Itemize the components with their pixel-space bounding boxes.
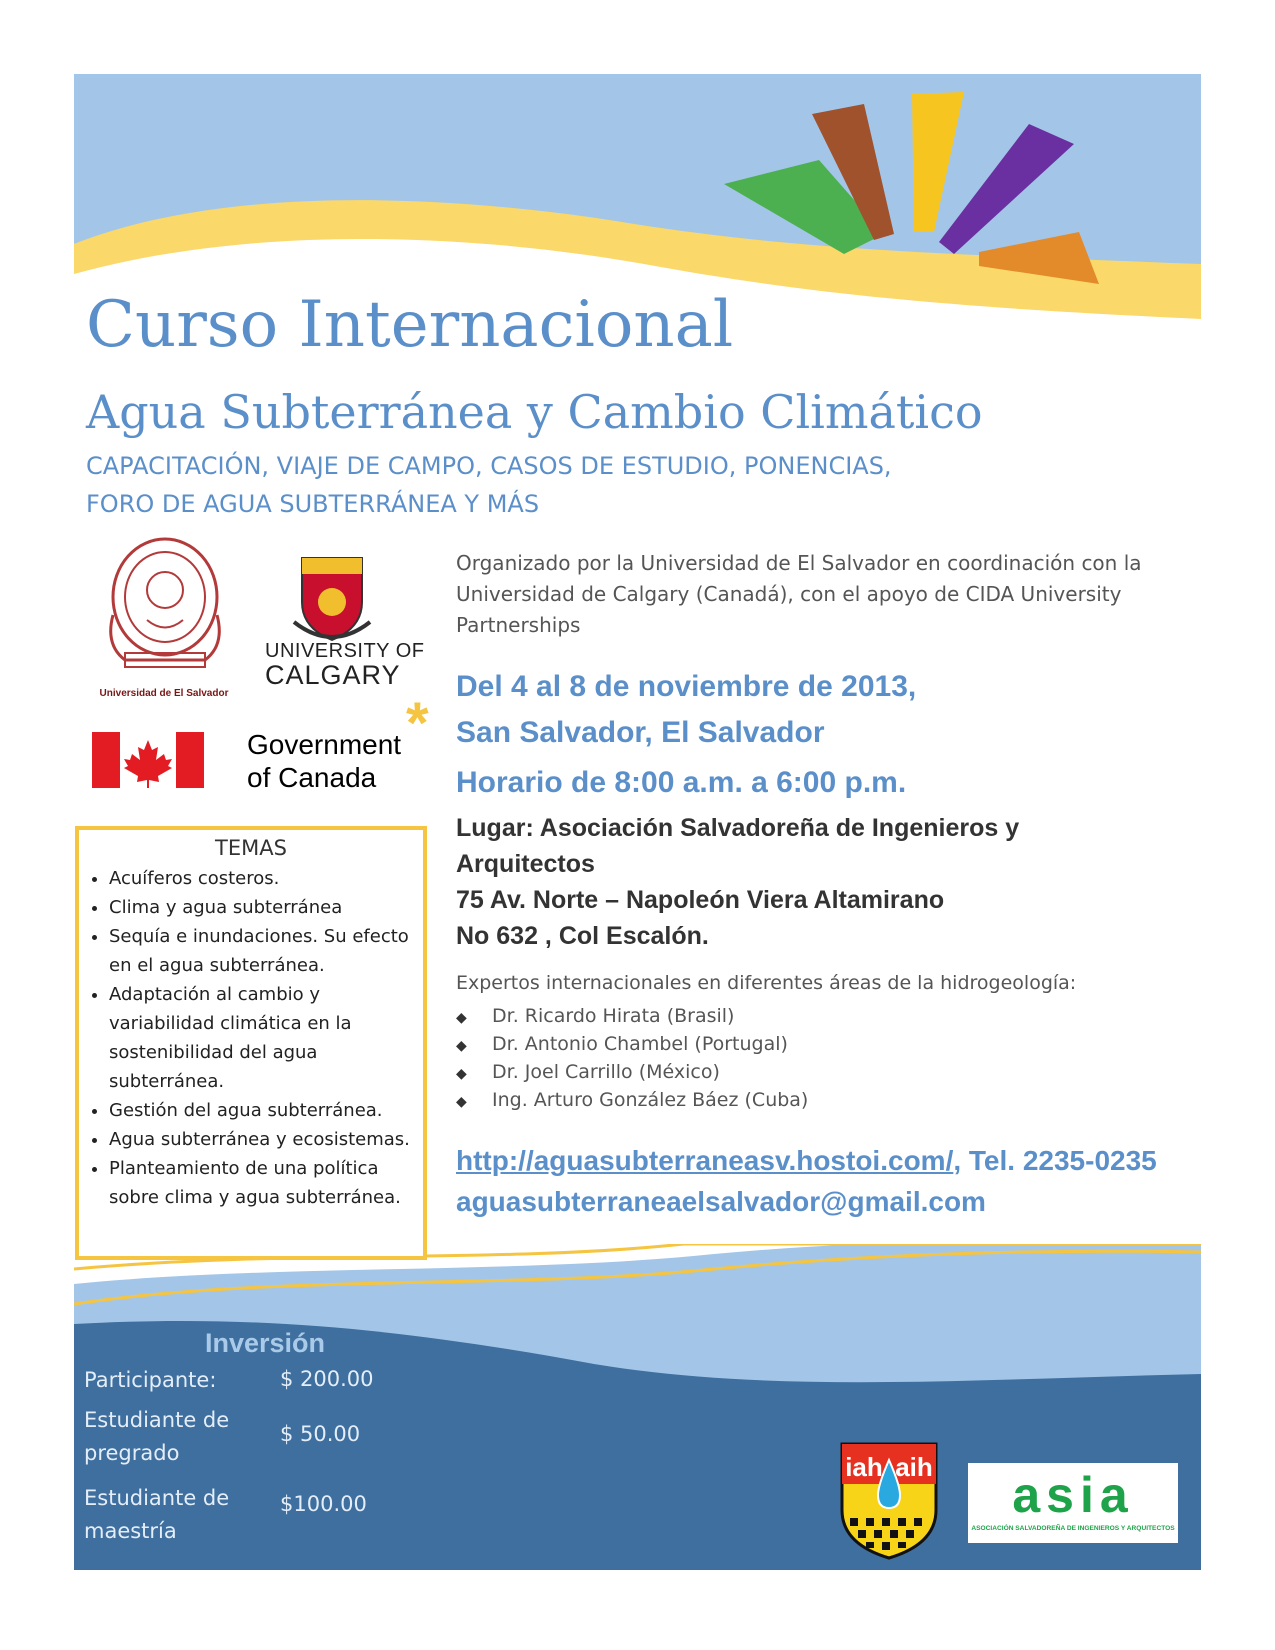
list-item: • Gestión del agua subterránea. bbox=[109, 1096, 423, 1125]
list-item: ◆ Ing. Arturo González Báez (Cuba) bbox=[456, 1086, 808, 1114]
tagline-line-2: FORO DE AGUA SUBTERRÁNEA Y MÁS bbox=[86, 490, 540, 518]
diamond-bullet-icon: ◆ bbox=[456, 1010, 467, 1026]
asia-wordmark: asia bbox=[1012, 1467, 1134, 1523]
event-dates: Del 4 al 8 de noviembre de 2013, bbox=[456, 670, 917, 703]
list-item: • Acuíferos costeros. bbox=[109, 864, 423, 893]
iah-aih-logo bbox=[838, 1440, 940, 1562]
list-item: • Adaptación al cambio y variabilidad climática en la sostenibilidad del agua subterránea. bbox=[109, 980, 423, 1096]
venue-line-1: Lugar: Asociación Salvadoreña de Ingenieros y bbox=[456, 814, 1020, 842]
iah-right-text: aih bbox=[895, 1452, 933, 1482]
diamond-bullet-icon: ◆ bbox=[456, 1038, 467, 1054]
ucalgary-name-line-1: UNIVERSITY OF bbox=[265, 640, 425, 662]
page-subtitle: Agua Subterránea y Cambio Climático bbox=[86, 385, 983, 439]
page-title: Curso Internacional bbox=[86, 288, 734, 362]
asia-logo bbox=[968, 1463, 1178, 1543]
ues-caption: Universidad de El Salvador bbox=[99, 688, 229, 699]
list-item: ◆ Dr. Antonio Chambel (Portugal) bbox=[456, 1030, 808, 1058]
ucalgary-name-line-2: CALGARY bbox=[265, 660, 401, 690]
price-label-pregrado: Estudiante de pregrado bbox=[84, 1408, 230, 1465]
government-line-1: Government bbox=[247, 729, 402, 760]
tagline-line-1: CAPACITACIÓN, VIAJE DE CAMPO, CASOS DE ESTUDIO, PONENCIAS, bbox=[86, 452, 892, 480]
diamond-bullet-icon: ◆ bbox=[456, 1094, 467, 1110]
asterisk-mark: * bbox=[406, 691, 429, 756]
temas-title: TEMAS bbox=[215, 836, 287, 860]
organizer-text: Organizado por la Universidad de El Salvador en coordinación con la Universidad de Calgary (Canadá), con el apoyo de CIDA University Partnerships bbox=[456, 551, 1142, 637]
price-value-maestria: $100.00 bbox=[280, 1492, 367, 1516]
ues-seal-logo bbox=[95, 535, 235, 703]
list-item: • Clima y agua subterránea bbox=[109, 893, 423, 922]
venue-line-4: No 632 , Col Escalón. bbox=[456, 922, 709, 950]
venue-block bbox=[456, 810, 1019, 954]
price-value-pregrado: $ 50.00 bbox=[280, 1422, 361, 1446]
list-item: ◆ Dr. Joel Carrillo (México) bbox=[456, 1058, 808, 1086]
temas-box bbox=[75, 826, 427, 1260]
website-link[interactable]: http://aguasubterraneasv.hostoi.com/ bbox=[456, 1145, 954, 1176]
event-city: San Salvador, El Salvador bbox=[456, 716, 825, 749]
event-hours: Horario de 8:00 a.m. a 6:00 p.m. bbox=[456, 766, 907, 799]
iah-left-text: iah bbox=[845, 1452, 883, 1482]
government-of-canada-wordmark bbox=[247, 728, 401, 794]
price-value-participante: $ 200.00 bbox=[280, 1367, 374, 1391]
temas-list bbox=[79, 864, 423, 1212]
list-item: • Sequía e inundaciones. Su efecto en el agua subterránea. bbox=[109, 922, 423, 980]
experts-intro: Expertos internacionales en diferentes áreas de la hidrogeología: bbox=[456, 972, 1077, 994]
list-item: • Agua subterránea y ecosistemas. bbox=[109, 1125, 423, 1154]
venue-line-3: 75 Av. Norte – Napoleón Viera Altamirano bbox=[456, 886, 945, 914]
contact-phone: , Tel. 2235-0235 bbox=[953, 1145, 1157, 1176]
contact-website-line bbox=[456, 1145, 1157, 1177]
venue-line-2: Arquitectos bbox=[456, 850, 595, 878]
list-item: • Planteamiento de una política sobre clima y agua subterránea. bbox=[109, 1154, 423, 1212]
asia-caption: ASOCIACIÓN SALVADOREÑA DE INGENIEROS Y ARQUITECTOS bbox=[971, 1525, 1175, 1532]
experts-list bbox=[456, 1002, 808, 1114]
price-label-maestria: Estudiante de maestría bbox=[84, 1486, 230, 1543]
list-item: ◆ Dr. Ricardo Hirata (Brasil) bbox=[456, 1002, 808, 1030]
inversion-title: Inversión bbox=[205, 1328, 326, 1358]
contact-email[interactable]: aguasubterraneaelsalvador@gmail.com bbox=[456, 1186, 986, 1217]
ucalgary-crest-logo bbox=[288, 552, 376, 647]
diamond-bullet-icon: ◆ bbox=[456, 1066, 467, 1082]
government-line-2: of Canada bbox=[247, 762, 377, 793]
canada-flag-icon bbox=[92, 732, 204, 788]
price-label-participante: Participante: bbox=[84, 1368, 217, 1392]
